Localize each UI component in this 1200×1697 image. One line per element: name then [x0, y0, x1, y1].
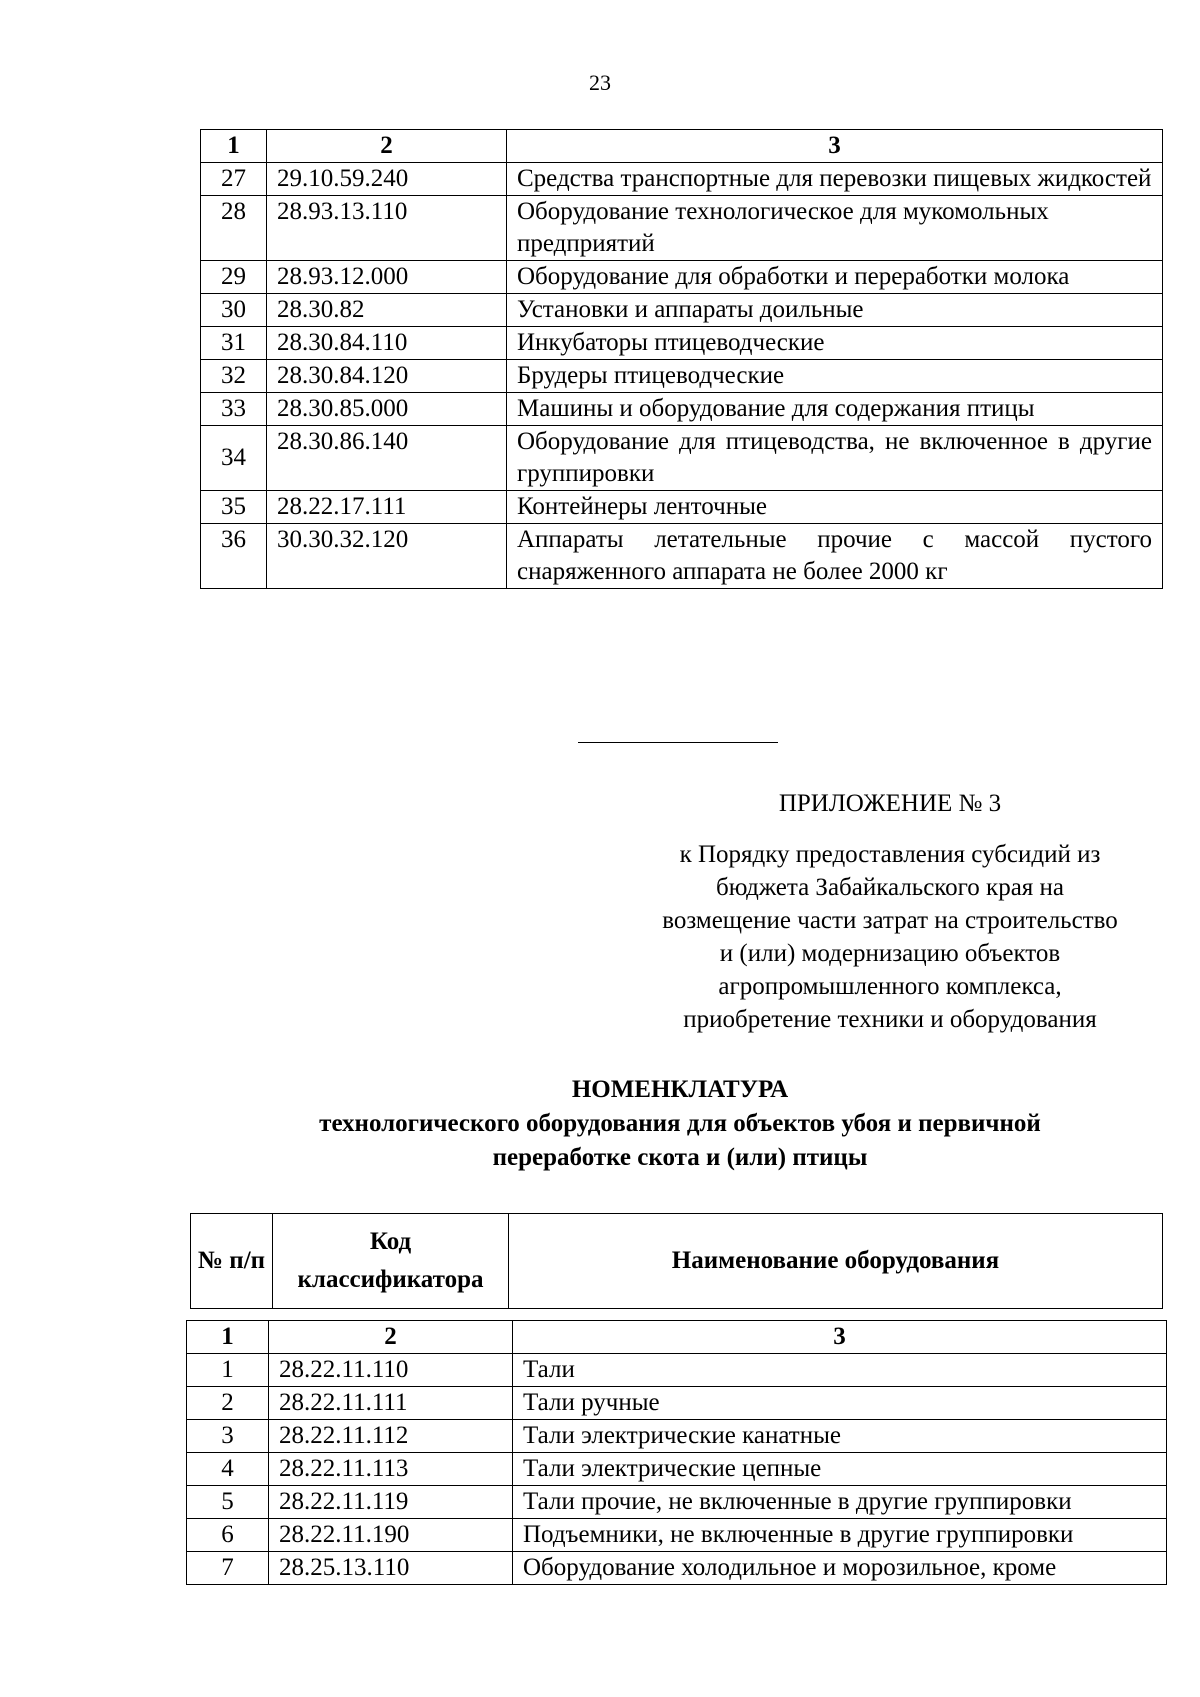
table-row — [201, 261, 1163, 294]
appendix-subtitle-line: бюджета Забайкальского края на — [715, 874, 1065, 901]
table-row — [187, 1453, 1167, 1486]
row-code: 30.30.32.120 — [267, 524, 507, 589]
row-code: 28.22.11.190 — [269, 1519, 513, 1552]
row-number: 6 — [187, 1519, 269, 1552]
table-row — [201, 327, 1163, 360]
row-code: 28.30.85.000 — [267, 393, 507, 426]
row-number: 5 — [187, 1486, 269, 1519]
row-code: 28.22.11.110 — [269, 1354, 513, 1387]
row-name: Машины и оборудование для содержания птицы — [507, 393, 1163, 426]
row-code: 28.30.82 — [267, 294, 507, 327]
table-row — [201, 426, 1163, 491]
row-number: 28 — [201, 196, 267, 261]
table-row — [187, 1420, 1167, 1453]
column-header-code-line: Код — [369, 1228, 412, 1255]
column-number: 3 — [507, 130, 1163, 163]
row-code: 28.22.11.119 — [269, 1486, 513, 1519]
row-code: 28.30.84.110 — [267, 327, 507, 360]
header-row — [191, 1214, 1163, 1309]
table-row — [187, 1354, 1167, 1387]
table-row — [201, 393, 1163, 426]
column-number: 2 — [269, 1321, 513, 1354]
table-column-numbers — [201, 130, 1163, 163]
document-title-line: технологического оборудования для объектов убоя и первичной — [319, 1110, 1041, 1137]
row-code: 28.30.84.120 — [267, 360, 507, 393]
row-name: Тали электрические цепные — [513, 1453, 1167, 1486]
row-name: Тали — [513, 1354, 1167, 1387]
row-code: 28.22.17.111 — [267, 491, 507, 524]
table-row — [201, 524, 1163, 589]
row-name: Оборудование для обработки и переработки молока — [507, 261, 1163, 294]
row-name: Брудеры птицеводческие — [507, 360, 1163, 393]
row-number: 2 — [187, 1387, 269, 1420]
table-column-numbers — [187, 1321, 1167, 1354]
row-name: Подъемники, не включенные в другие группировки — [513, 1519, 1167, 1552]
row-number: 27 — [201, 163, 267, 196]
nomenclature-table-header — [190, 1213, 1163, 1309]
row-name: Аппараты летательные прочие с массой пустого снаряженного аппарата не более 2000 кг — [507, 524, 1163, 589]
column-header-number: № п/п — [191, 1214, 273, 1309]
row-number: 3 — [187, 1420, 269, 1453]
table-row — [201, 360, 1163, 393]
row-number: 32 — [201, 360, 267, 393]
row-number: 31 — [201, 327, 267, 360]
document-title — [0, 1073, 1200, 1175]
row-code: 28.22.11.111 — [269, 1387, 513, 1420]
row-name: Инкубаторы птицеводческие — [507, 327, 1163, 360]
row-code: 28.22.11.112 — [269, 1420, 513, 1453]
appendix-subtitle-line: возмещение части затрат на строительство — [662, 907, 1118, 934]
appendix-subtitle-line: и (или) модернизацию объектов — [719, 940, 1061, 967]
row-number: 4 — [187, 1453, 269, 1486]
table-row — [201, 491, 1163, 524]
page-number: 23 — [589, 70, 611, 95]
document-title-heading: НОМЕНКЛАТУРА — [571, 1076, 789, 1103]
appendix-title: ПРИЛОЖЕНИЕ № 3 — [778, 790, 1002, 817]
row-name: Тали электрические канатные — [513, 1420, 1167, 1453]
row-name: Установки и аппараты доильные — [507, 294, 1163, 327]
table-row — [187, 1552, 1167, 1585]
row-name: Оборудование для птицеводства, не включенное в другие группировки — [507, 426, 1163, 491]
row-code: 29.10.59.240 — [267, 163, 507, 196]
row-name: Контейнеры ленточные — [507, 491, 1163, 524]
row-number: 29 — [201, 261, 267, 294]
document-title-line: переработке скота и (или) птицы — [492, 1144, 868, 1171]
appendix-subtitle-line: приобретение техники и оборудования — [683, 1006, 1097, 1033]
table-row — [187, 1387, 1167, 1420]
column-number: 3 — [513, 1321, 1167, 1354]
column-header-code-line: классификатора — [297, 1266, 484, 1293]
appendix-subtitle-line: к Порядку предоставления субсидий из — [679, 841, 1101, 868]
row-code: 28.93.13.110 — [267, 196, 507, 261]
row-number: 36 — [201, 524, 267, 589]
table-row — [187, 1486, 1167, 1519]
table-row — [201, 163, 1163, 196]
row-name: Оборудование холодильное и морозильное, кроме — [513, 1552, 1167, 1585]
row-number: 33 — [201, 393, 267, 426]
column-header-name: Наименование оборудования — [509, 1214, 1163, 1309]
row-number: 1 — [187, 1354, 269, 1387]
nomenclature-table — [186, 1320, 1167, 1585]
section-divider — [578, 742, 778, 743]
row-number: 7 — [187, 1552, 269, 1585]
row-number: 30 — [201, 294, 267, 327]
row-number: 34 — [201, 426, 267, 491]
appendix-subtitle — [600, 838, 1180, 1036]
equipment-table-continued — [200, 129, 1163, 589]
row-code: 28.30.86.140 — [267, 426, 507, 491]
row-name: Тали прочие, не включенные в другие группировки — [513, 1486, 1167, 1519]
table-row — [201, 294, 1163, 327]
column-number: 1 — [187, 1321, 269, 1354]
table-row — [187, 1519, 1167, 1552]
row-name: Тали ручные — [513, 1387, 1167, 1420]
appendix-subtitle-line: агропромышленного комплекса, — [718, 973, 1062, 1000]
column-number: 2 — [267, 130, 507, 163]
row-name: Оборудование технологическое для мукомольных предприятий — [507, 196, 1163, 261]
row-code: 28.22.11.113 — [269, 1453, 513, 1486]
row-code: 28.25.13.110 — [269, 1552, 513, 1585]
table-row — [201, 196, 1163, 261]
row-code: 28.93.12.000 — [267, 261, 507, 294]
row-number: 35 — [201, 491, 267, 524]
row-name: Средства транспортные для перевозки пищевых жидкостей — [507, 163, 1163, 196]
column-number: 1 — [201, 130, 267, 163]
column-header-code — [273, 1214, 509, 1309]
